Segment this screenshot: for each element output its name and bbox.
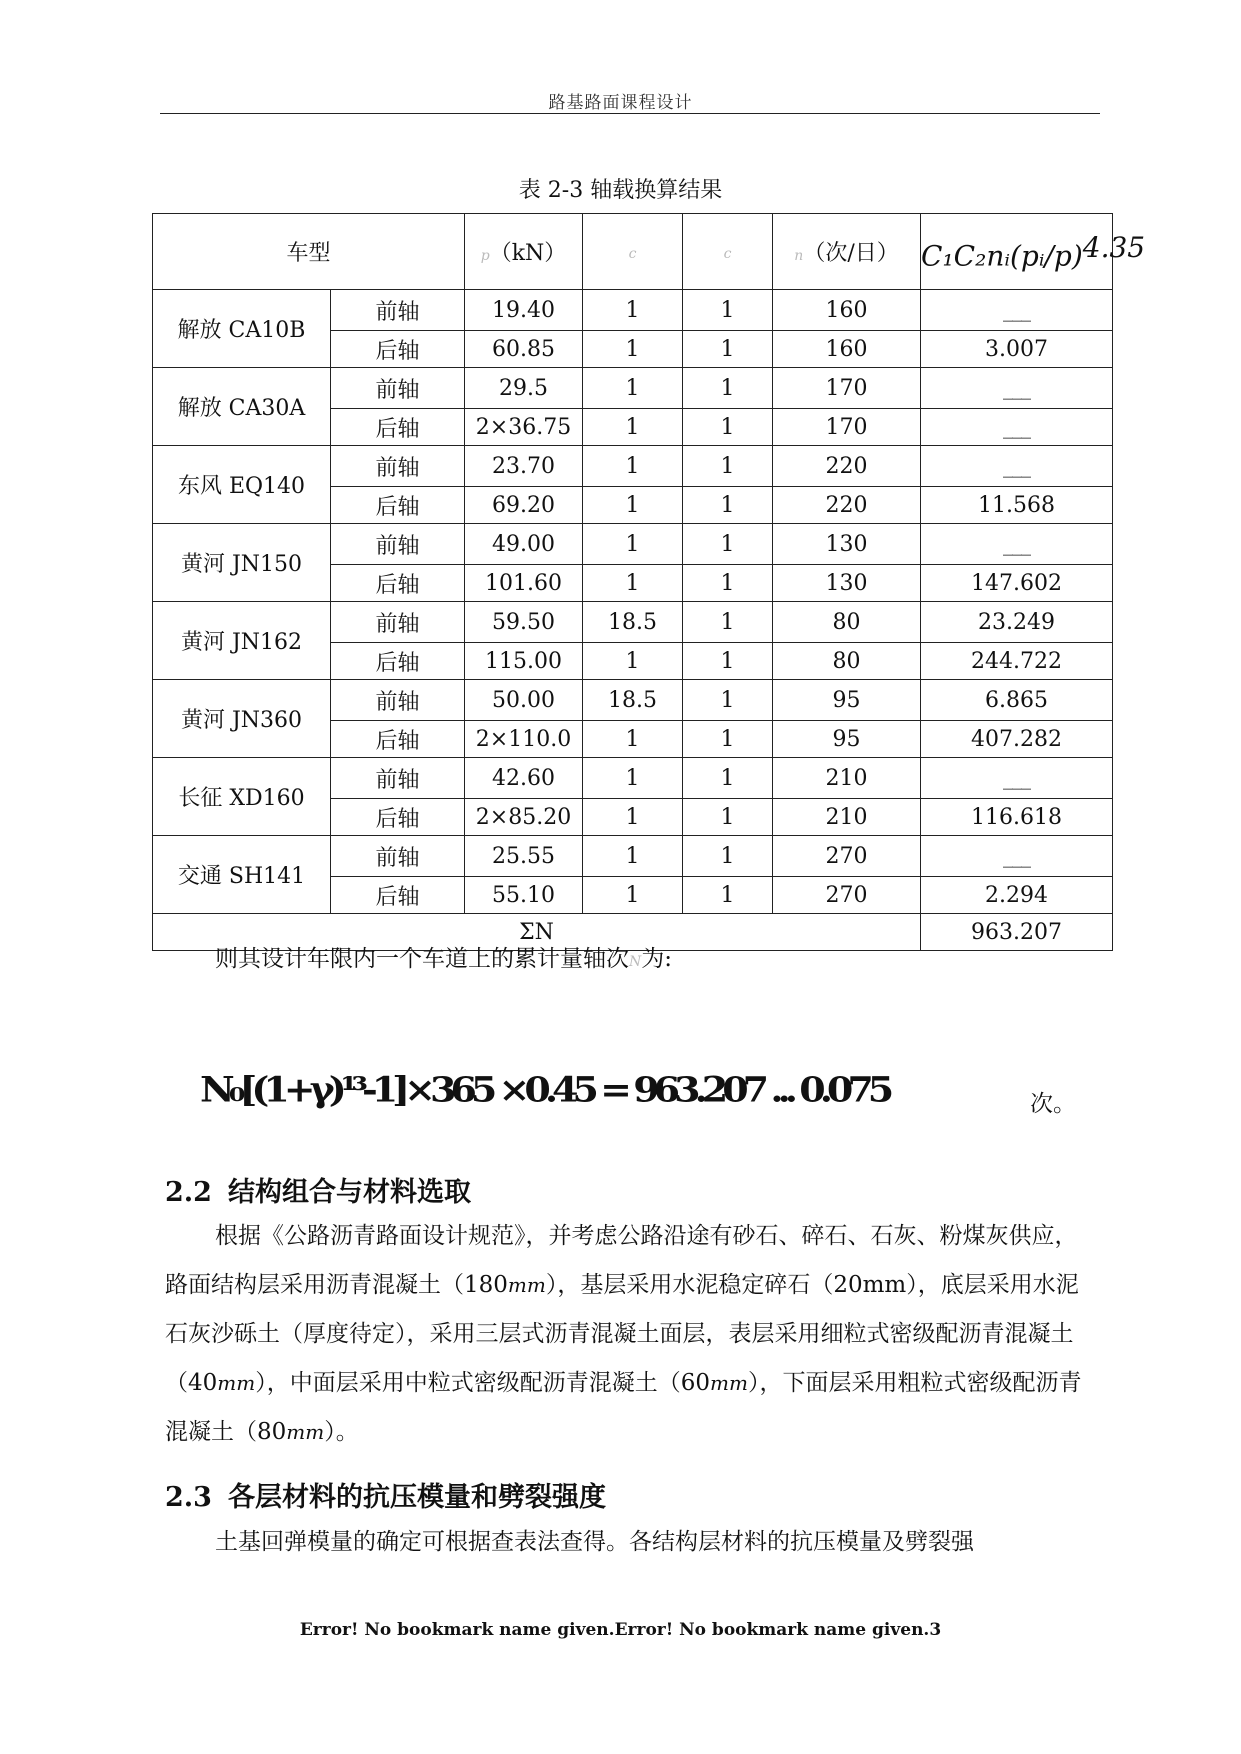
n-cell: 170 xyxy=(773,409,921,446)
c1-cell: 1 xyxy=(583,290,683,331)
result-cell: 244.722 xyxy=(921,643,1113,680)
n-cell: 160 xyxy=(773,331,921,368)
axle-cell: 前轴 xyxy=(331,836,465,877)
axle-cell: 后轴 xyxy=(331,565,465,602)
n-cell: 220 xyxy=(773,487,921,524)
page-header-title: 路基路面课程设计 xyxy=(548,93,693,113)
table-row xyxy=(153,368,1113,409)
result-cell: 11.568 xyxy=(921,487,1113,524)
garbled-symbol: p xyxy=(480,248,490,264)
c1-cell: 1 xyxy=(583,721,683,758)
c1-cell: 1 xyxy=(583,643,683,680)
formula-image: N₀[(1+γ)¹³-1]×365 ×0.45 = 963.207 ... 0.075 xyxy=(200,1069,889,1110)
n-cell: 270 xyxy=(773,836,921,877)
load-cell: 2×85.20 xyxy=(465,799,583,836)
c2-cell: 1 xyxy=(683,368,773,409)
c2-cell: 1 xyxy=(683,643,773,680)
n-cell: 210 xyxy=(773,758,921,799)
vehicle-cell: 东风 EQ140 xyxy=(153,446,331,524)
garbled-symbol: n xyxy=(794,248,804,264)
section-2-3-paragraph: 土基回弹模量的确定可根据查表法查得。各结构层材料的抗压模量及劈裂强 xyxy=(215,1529,974,1555)
axle-cell: 前轴 xyxy=(331,758,465,799)
axle-cell: 后轴 xyxy=(331,409,465,446)
result-cell: 3.007 xyxy=(921,331,1113,368)
vehicle-cell: 交通 SH141 xyxy=(153,836,331,914)
axle-cell: 后轴 xyxy=(331,721,465,758)
result-cell: ___ xyxy=(921,446,1113,487)
sum-value: 963.207 xyxy=(921,914,1113,951)
n-cell: 130 xyxy=(773,565,921,602)
axle-cell: 后轴 xyxy=(331,877,465,914)
result-cell: 147.602 xyxy=(921,565,1113,602)
n-cell: 130 xyxy=(773,524,921,565)
formula-tail: 次。 xyxy=(1030,1091,1076,1117)
load-cell: 2×110.0 xyxy=(465,721,583,758)
c1-cell: 18.5 xyxy=(583,602,683,643)
n-cell: 80 xyxy=(773,602,921,643)
load-cell: 25.55 xyxy=(465,836,583,877)
page-footer: Error! No bookmark name given.Error! No bookmark name given.3 xyxy=(299,1620,942,1640)
c2-cell: 1 xyxy=(683,290,773,331)
vehicle-cell: 黄河 JN150 xyxy=(153,524,331,602)
axle-cell: 前轴 xyxy=(331,446,465,487)
n-cell: 95 xyxy=(773,721,921,758)
result-cell: ___ xyxy=(921,758,1113,799)
c1-cell: 1 xyxy=(583,836,683,877)
table-row xyxy=(153,446,1113,487)
c1-cell: 1 xyxy=(583,524,683,565)
load-cell: 69.20 xyxy=(465,487,583,524)
result-cell: ___ xyxy=(921,836,1113,877)
result-cell: ___ xyxy=(921,524,1113,565)
c2-cell: 1 xyxy=(683,602,773,643)
load-cell: 101.60 xyxy=(465,565,583,602)
n-cell: 170 xyxy=(773,368,921,409)
load-cell: 50.00 xyxy=(465,680,583,721)
n-cell: 95 xyxy=(773,680,921,721)
c1-cell: 1 xyxy=(583,487,683,524)
header-c2 xyxy=(683,214,773,290)
axle-cell: 前轴 xyxy=(331,602,465,643)
table-row xyxy=(153,836,1113,877)
load-cell: 115.00 xyxy=(465,643,583,680)
axle-cell: 后轴 xyxy=(331,487,465,524)
c1-cell: 1 xyxy=(583,409,683,446)
axle-cell: 后轴 xyxy=(331,643,465,680)
result-cell: 6.865 xyxy=(921,680,1113,721)
result-cell: ___ xyxy=(921,409,1113,446)
load-cell: 42.60 xyxy=(465,758,583,799)
table-row xyxy=(153,290,1113,331)
vehicle-cell: 长征 XD160 xyxy=(153,758,331,836)
axle-load-table xyxy=(152,213,1146,951)
c2-cell: 1 xyxy=(683,331,773,368)
n-cell: 80 xyxy=(773,643,921,680)
c2-cell: 1 xyxy=(683,877,773,914)
c2-cell: 1 xyxy=(683,524,773,565)
axle-cell: 前轴 xyxy=(331,680,465,721)
sum-label: ΣN xyxy=(153,914,921,951)
axle-cell: 前轴 xyxy=(331,524,465,565)
c2-cell: 1 xyxy=(683,680,773,721)
garbled-symbol: c xyxy=(723,246,732,262)
n-cell: 270 xyxy=(773,877,921,914)
c2-cell: 1 xyxy=(683,799,773,836)
table-caption: 表 2-3 轴载换算结果 xyxy=(518,178,723,203)
result-cell: ___ xyxy=(921,368,1113,409)
axle-cell: 后轴 xyxy=(331,799,465,836)
c2-cell: 1 xyxy=(683,487,773,524)
axle-cell: 前轴 xyxy=(331,368,465,409)
axle-cell: 后轴 xyxy=(331,331,465,368)
vehicle-cell: 解放 CA30A xyxy=(153,368,331,446)
section-title-2-2: 2.2 结构组合与材料选取 xyxy=(165,1177,471,1208)
vehicle-cell: 黄河 JN162 xyxy=(153,602,331,680)
header-frequency: n（次/日） xyxy=(773,214,921,290)
c2-cell: 1 xyxy=(683,721,773,758)
cumulative-formula xyxy=(200,1065,1100,1145)
header-vehicle: 车型 xyxy=(153,214,465,290)
load-cell: 29.5 xyxy=(465,368,583,409)
c2-cell: 1 xyxy=(683,446,773,487)
garbled-symbol: c xyxy=(628,246,637,262)
load-cell: 60.85 xyxy=(465,331,583,368)
result-cell: 2.294 xyxy=(921,877,1113,914)
section-title-2-3: 2.3 各层材料的抗压模量和劈裂强度 xyxy=(165,1482,606,1513)
c2-cell: 1 xyxy=(683,758,773,799)
c1-cell: 1 xyxy=(583,758,683,799)
c1-cell: 18.5 xyxy=(583,680,683,721)
vehicle-cell: 黄河 JN360 xyxy=(153,680,331,758)
header-load: p（kN） xyxy=(465,214,583,290)
header-formula: C₁C₂nᵢ(pᵢ/p)$^{4.35}$ xyxy=(921,214,1113,290)
n-cell: 160 xyxy=(773,290,921,331)
intro-paragraph: 则其设计年限内一个车道上的累计量轴次N为: xyxy=(215,946,672,972)
load-cell: 2×36.75 xyxy=(465,409,583,446)
header-rule xyxy=(160,113,1100,114)
table-row xyxy=(153,602,1113,643)
c1-cell: 1 xyxy=(583,368,683,409)
c2-cell: 1 xyxy=(683,836,773,877)
table-row xyxy=(153,680,1113,721)
load-cell: 49.00 xyxy=(465,524,583,565)
c1-cell: 1 xyxy=(583,799,683,836)
result-cell: 116.618 xyxy=(921,799,1113,836)
c2-cell: 1 xyxy=(683,565,773,602)
table-row xyxy=(153,524,1113,565)
c2-cell: 1 xyxy=(683,409,773,446)
section-2-2-paragraph: 根据《公路沥青路面设计规范》，并考虑公路沿途有砂石、碎石、石灰、粉煤灰供应，路面结构层采用沥青混凝土（180mm），基层采用水泥稳定碎石（20mm），底层采用水泥石灰沙砾土（厚度待定），采用三层式沥青混凝土面层，表层采用细粒式密级配沥青混凝土（40mm），中面层采用中粒式密级配沥青混凝土（60mm），下面层采用粗粒式密级配沥青混凝土（80mm）。 xyxy=(165,1223,1082,1445)
n-cell: 220 xyxy=(773,446,921,487)
vehicle-cell: 解放 CA10B xyxy=(153,290,331,368)
load-cell: 23.70 xyxy=(465,446,583,487)
load-cell: 55.10 xyxy=(465,877,583,914)
c1-cell: 1 xyxy=(583,446,683,487)
load-cell: 59.50 xyxy=(465,602,583,643)
result-cell: ___ xyxy=(921,290,1113,331)
garbled-symbol: N xyxy=(629,954,642,970)
result-cell: 23.249 xyxy=(921,602,1113,643)
c1-cell: 1 xyxy=(583,877,683,914)
c1-cell: 1 xyxy=(583,331,683,368)
table-row xyxy=(153,758,1113,799)
n-cell: 210 xyxy=(773,799,921,836)
c1-cell: 1 xyxy=(583,565,683,602)
load-cell: 19.40 xyxy=(465,290,583,331)
axle-cell: 前轴 xyxy=(331,290,465,331)
result-cell: 407.282 xyxy=(921,721,1113,758)
header-c1 xyxy=(583,214,683,290)
